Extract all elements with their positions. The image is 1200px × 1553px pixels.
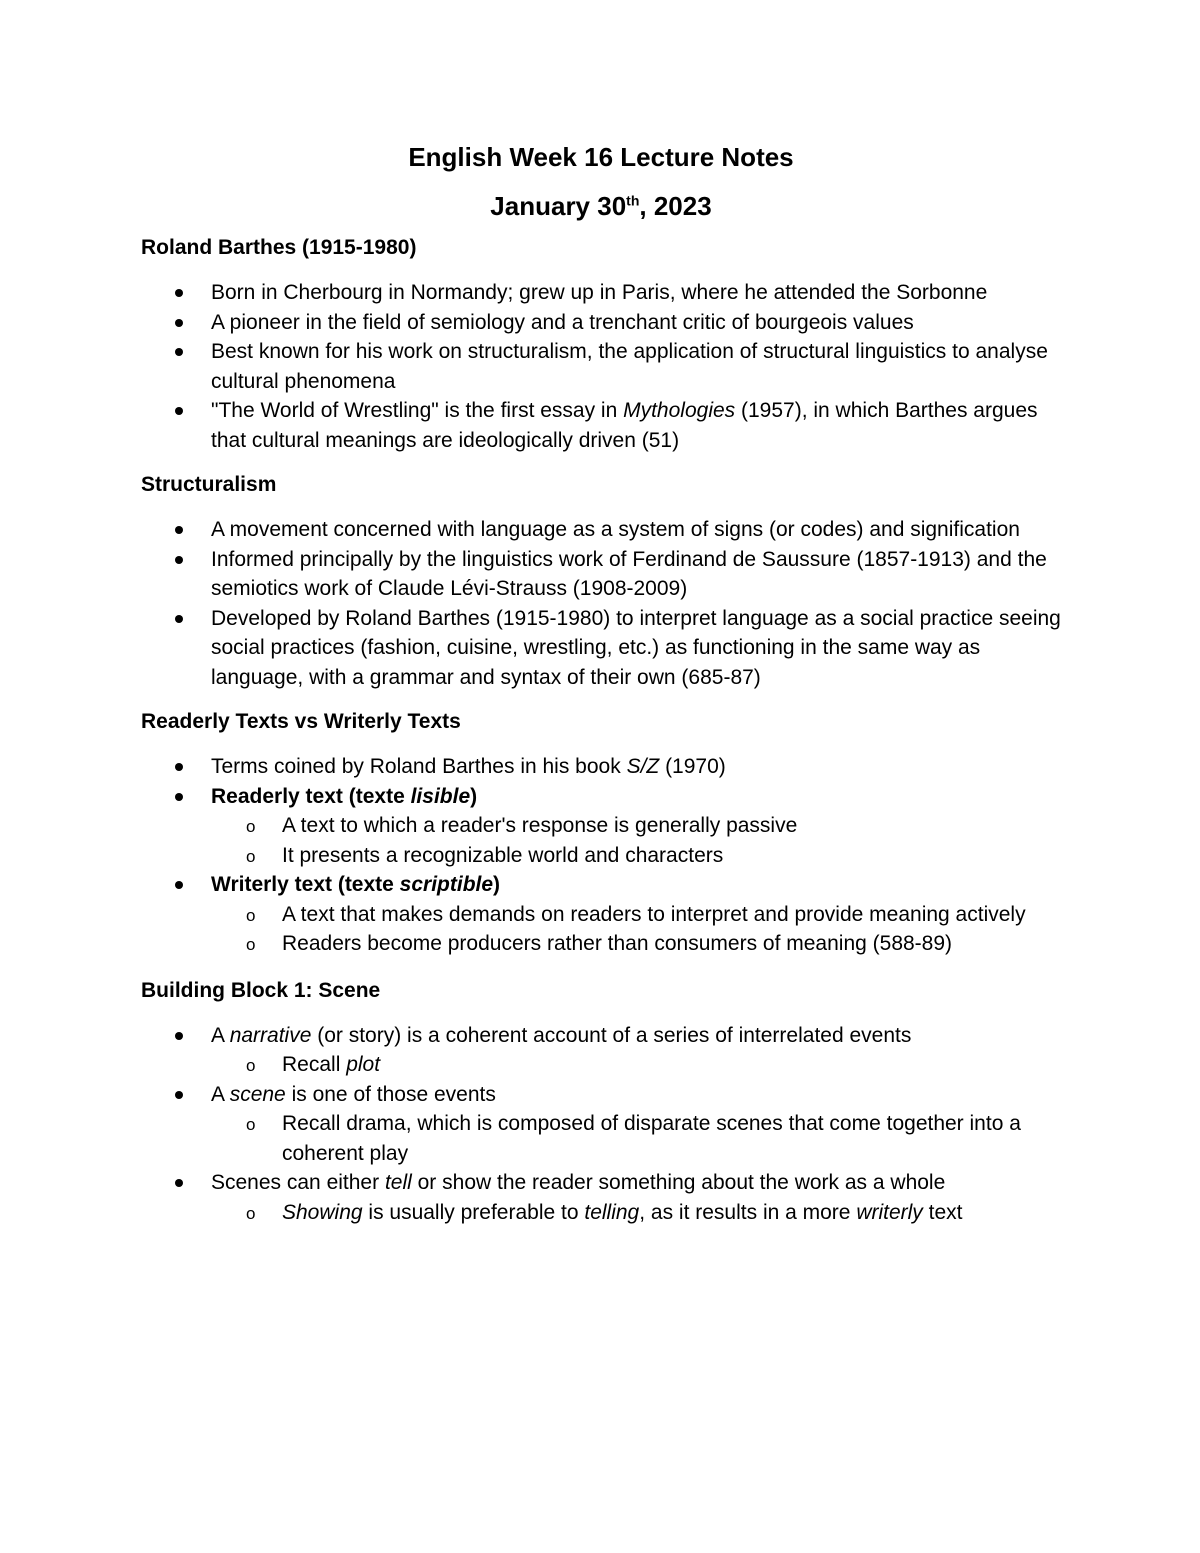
list-item-text: "The World of Wrestling" is the first essay in — [211, 399, 624, 422]
bullet-dot — [175, 407, 183, 415]
sub-list-item — [141, 841, 1061, 871]
list-item-text: Best known for his work on structuralism, the application of structural linguistics to analyse cultural phenomena — [211, 340, 1048, 393]
sub-bullet-marker: o — [246, 905, 256, 925]
date-tail: , 2023 — [639, 191, 712, 221]
bullet-dot — [175, 1091, 183, 1099]
sub-list-item-text: Recall drama, which is composed of disparate scenes that come together into a coherent play — [282, 1112, 1021, 1165]
term-label: Writerly text (texte — [211, 873, 400, 896]
term-french: scriptible — [399, 873, 494, 896]
emphasis: tell — [384, 1171, 412, 1194]
sub-bullet-marker: o — [246, 1056, 256, 1075]
sub-list-item — [141, 900, 1061, 930]
sub-bullet-marker: o — [246, 935, 256, 954]
section-heading-readerly: Readerly Texts vs Writerly Texts — [141, 710, 461, 733]
list-item-text: A pioneer in the field of semiology and a trenchant critic of bourgeois values — [211, 310, 914, 334]
list-item-text: Terms coined by Roland Barthes in his book — [211, 755, 627, 778]
bullet-dot — [175, 556, 183, 564]
sub-list-item — [141, 1109, 1061, 1168]
sub-bullet-marker: o — [246, 1115, 256, 1134]
emphasis: narrative — [229, 1023, 312, 1047]
sub-list-item — [141, 1198, 1061, 1228]
emphasis: scene — [229, 1082, 286, 1106]
date-superscript: th — [626, 192, 640, 209]
term-label: Readerly text (texte — [211, 784, 411, 808]
scene-list — [141, 1021, 1061, 1228]
barthes-list — [141, 278, 1061, 455]
list-item — [141, 1080, 1061, 1110]
list-item — [141, 337, 1061, 396]
bullet-dot — [175, 319, 183, 327]
list-item-text: or show the reader something about the work as a whole — [411, 1171, 946, 1194]
section-heading-barthes: Roland Barthes (1915-1980) — [141, 236, 417, 259]
bullet-dot — [175, 763, 183, 771]
list-item — [141, 1021, 1061, 1051]
list-item-text: (or story) is a coherent account of a series of interrelated events — [311, 1023, 912, 1047]
list-item-text: A movement concerned with language as a system of signs (or codes) and signification — [211, 518, 1020, 541]
term-label: ) — [470, 784, 478, 808]
sub-list-item — [141, 1050, 1061, 1080]
sub-list-item-text: , as it results in a more — [639, 1200, 857, 1224]
term-label: ) — [493, 873, 501, 896]
bullet-dot — [175, 793, 183, 801]
list-item-text: Developed by Roland Barthes (1915-1980) to interpret language as a social practice seeing social practices (fashion, cuisine, wrestling, etc.) as functioning in the same way as language, with a grammar and syntax of their own (685-87) — [211, 606, 1061, 689]
page-title: English Week 16 Lecture Notes — [408, 142, 794, 172]
list-item-text: A — [211, 1082, 230, 1106]
section-heading-structuralism: Structuralism — [141, 473, 277, 496]
structuralism-list — [141, 515, 1061, 692]
list-item — [141, 604, 1061, 693]
bullet-dot — [175, 1179, 183, 1187]
sub-bullet-marker: o — [246, 817, 256, 836]
sub-bullet-marker: o — [246, 846, 256, 866]
list-item — [141, 396, 1061, 455]
page-date — [141, 187, 1061, 225]
emphasis: writerly — [856, 1200, 923, 1224]
bullet-dot — [175, 615, 183, 623]
sub-list-item-text: Readers become producers rather than consumers of meaning (588-89) — [282, 932, 953, 955]
list-item-text: Informed principally by the linguistics work of Ferdinand de Saussure (1857-1913) and the semiotics work of Claude Lévi-Strauss (1908-2009) — [211, 547, 1047, 600]
date-main: January 30 — [490, 191, 627, 221]
list-item — [141, 308, 1061, 338]
sub-list-item — [141, 811, 1061, 841]
sub-list-item-text: It presents a recognizable world and characters — [282, 843, 724, 867]
emphasis: Showing — [282, 1200, 363, 1224]
list-item-text: (1970) — [659, 755, 726, 778]
list-item — [141, 752, 1061, 782]
emphasis: plot — [346, 1053, 381, 1076]
emphasis: telling — [584, 1200, 640, 1224]
section-heading-scene: Building Block 1: Scene — [141, 978, 381, 1002]
readerly-list — [141, 752, 1061, 959]
list-item — [141, 1168, 1061, 1198]
term-french: lisible — [410, 784, 471, 808]
bullet-dot — [175, 289, 183, 297]
list-item — [141, 782, 1061, 812]
sub-list-item-text: A text that makes demands on readers to interpret and provide meaning actively — [282, 902, 1026, 926]
sub-list-item-text: text — [922, 1200, 963, 1224]
list-item — [141, 278, 1061, 308]
sub-list-item-text: is usually preferable to — [362, 1200, 585, 1224]
list-item-text: A — [211, 1023, 230, 1047]
book-title-sz: S/Z — [626, 755, 660, 778]
bullet-dot — [175, 881, 183, 889]
book-title-mythologies: Mythologies — [623, 399, 736, 422]
sub-list-item — [141, 929, 1061, 959]
bullet-dot — [175, 348, 183, 356]
list-item-text: Scenes can either — [211, 1171, 385, 1194]
list-item — [141, 515, 1061, 545]
document-page — [141, 138, 1061, 1227]
list-item-text: (1957), in which Barthes argues that cultural meanings are ideologically driven (51) — [211, 399, 1038, 452]
sub-list-item-text: Recall — [282, 1053, 347, 1076]
list-item-text: is one of those events — [285, 1082, 496, 1106]
list-item — [141, 545, 1061, 604]
list-item-text: Born in Cherbourg in Normandy; grew up in Paris, where he attended the Sorbonne — [211, 281, 988, 304]
list-item — [141, 870, 1061, 900]
sub-list-item-text: A text to which a reader's response is generally passive — [282, 814, 798, 837]
bullet-dot — [175, 526, 183, 534]
bullet-dot — [175, 1032, 183, 1040]
sub-bullet-marker: o — [246, 1203, 256, 1223]
